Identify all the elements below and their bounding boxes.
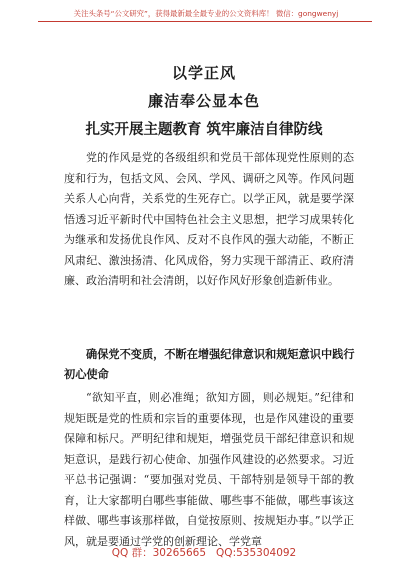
body-paragraph-2: “欲知平直，则必准绳；欲知方圆，则必规矩。”纪律和规矩既是党的性质和宗旨的重要体现，也是作风建设的重要保障和标尺。严明纪律和规矩，增强党员干部纪律意识和规矩意识，是践行初心使命、加强作风建设的必然要求。习近平总书记强调：“要加强对党员、干部特别是领导干部的教育，让大家都明白哪些事能做、哪些事不能做，哪些事该这样做、哪些事该那样做，自觉按原则、按规矩办事。”以学正风，就是要通过学党的创新理论、学党章 (64, 391, 354, 548)
footer-qq-group: QQ 群：30265665 (111, 547, 207, 559)
title-line-1: 以学正风 (171, 64, 236, 82)
header-banner: 关注头条号“公文研究”，获得最新最全最专业的公文资料库！ 微信：gongwenyj (73, 9, 339, 18)
section-heading: 确保党不变质，不断在增强纪律意识和规矩意识中践行初心使命 (64, 347, 355, 381)
title-line-3: 扎实开展主题教育 筑牢廉洁自律防线 (85, 121, 323, 138)
footer-contact (0, 545, 408, 560)
footer-qq: QQ:535304092 (216, 547, 297, 559)
body-paragraph-1: 党的作风是党的各级组织和党员干部体现党性原则的态度和行为，包括文风、会风、学风、调研之风等。作风问题关系人心向背，关系党的生死存亡。以学正风，就是要学深悟透习近平新时代中国特色社会主义思想，把学习成果转化为继承和发扬优良作风、反对不良作风的强大动能，不断正风肃纪、激浊扬清、化风成俗，努力实现干部清正、政府清廉、政治清明和社会清朗，以好作风好形象创造新伟业。 (64, 151, 354, 287)
title-line-2: 廉洁奉公显本色 (147, 92, 260, 110)
header-divider (38, 21, 372, 22)
